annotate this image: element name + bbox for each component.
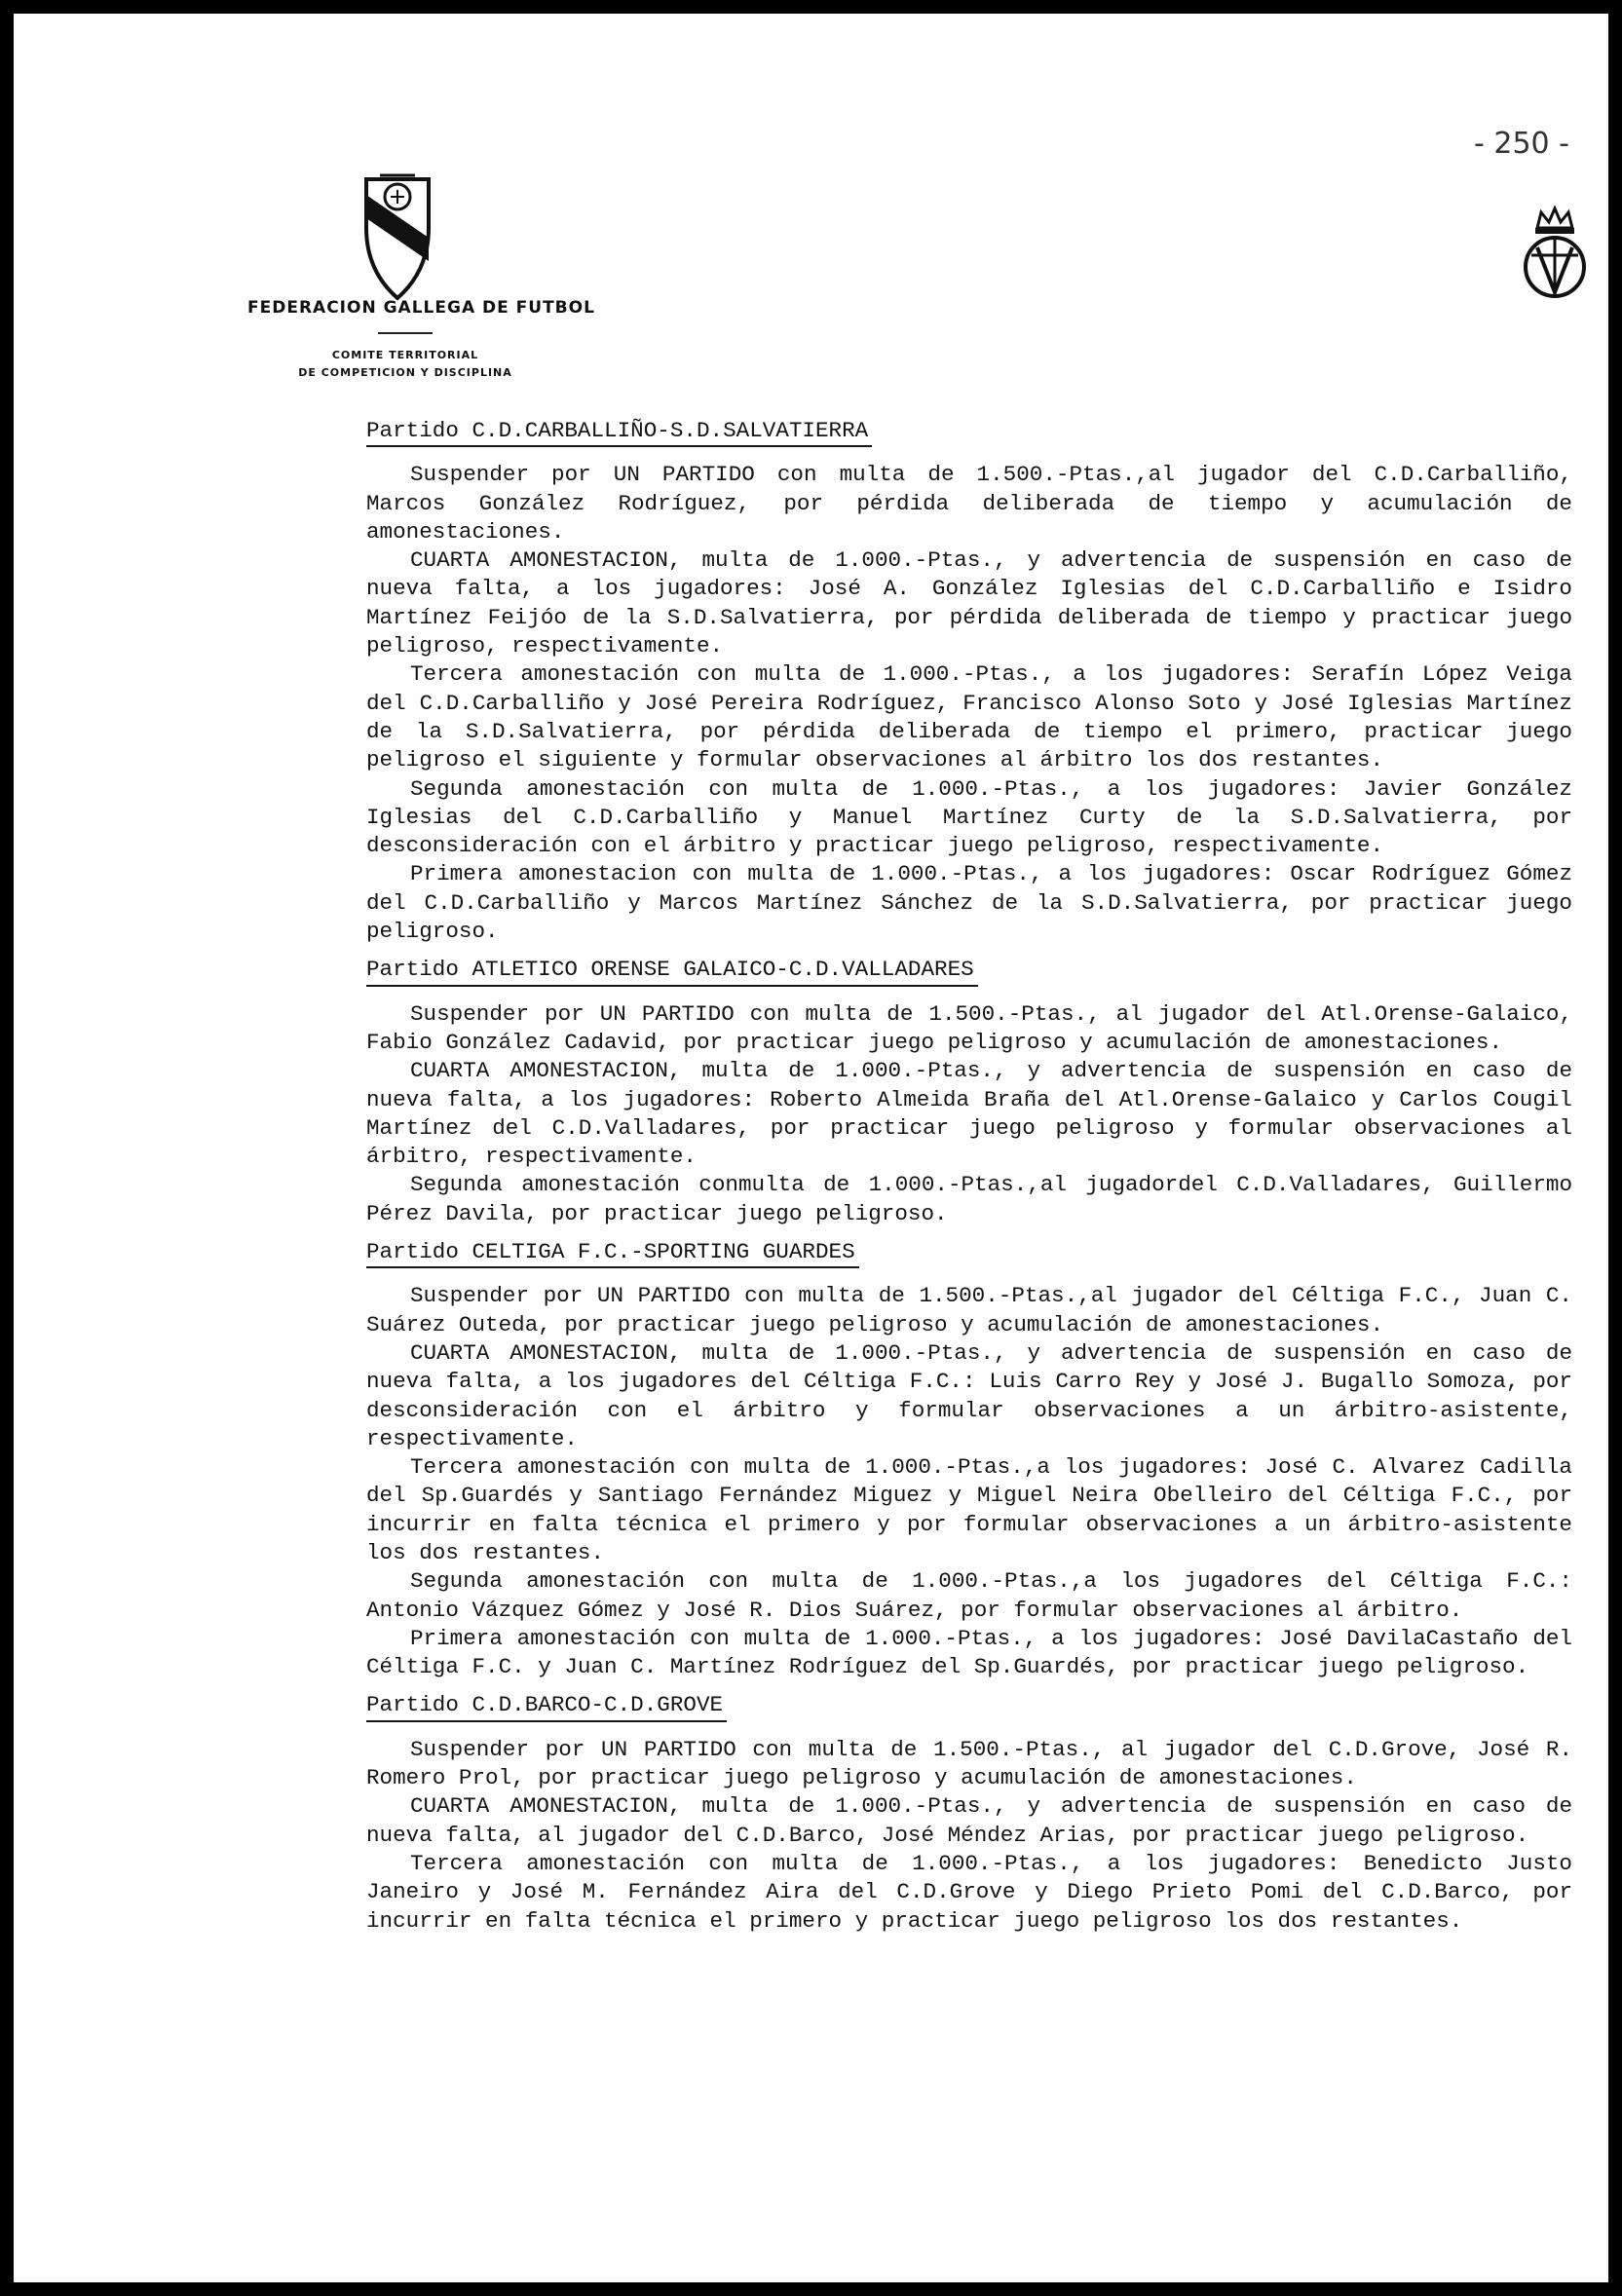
resolution-paragraph: Suspender por UN PARTIDO con multa de 1.500.-Ptas.,al jugador del Céltiga F.C., Juan C. Suárez Outeda, por practicar juego peligroso y acumulación de amonestaciones.: [366, 1283, 1572, 1337]
match-section-orense-valladares: [366, 956, 1572, 1228]
resolutions-body: [366, 417, 1572, 1945]
resolution-paragraph: Tercera amonestación con multa de 1.000.-Ptas.,a los jugadores: José C. Alvarez Cadilla del Sp.Guardés y Santiago Fernández Miguez y Miguel Neira Obelleiro del Céltiga F.C., por incurrir en falta técnica el primero y por formular observaciones a un árbitro-asistente los dos restantes.: [366, 1454, 1572, 1565]
resolution-paragraph: Primera amonestacion con multa de 1.000.-Ptas., a los jugadores: Oscar Rodríguez Gómez del C.D.Carballiño y Marcos Martínez Sánchez de la S.D.Salvatierra, por practicar juego peligroso.: [366, 861, 1572, 945]
resolution-paragraph: CUARTA AMONESTACION, multa de 1.000.-Ptas., y advertencia de suspensión en caso de nueva falta, a los jugadores del Céltiga F.C.: Luis Carro Rey y José J. Bugallo Somoza, por desconsideración con el árbitro y formular observaciones a un árbitro-asistente, respectivamente.: [366, 1339, 1572, 1451]
page-number: - 250 -: [1474, 127, 1569, 161]
committee-line-1: COMITE TERRITORIAL: [331, 349, 479, 361]
resolution-paragraph: CUARTA AMONESTACION, multa de 1.000.-Ptas., y advertencia de suspensión en caso de nueva falta, a los jugadores: Roberto Almeida Braña del Atl.Orense-Galaico y Carlos Cougil Martínez del C.D.Valladares, por practicar juego peligroso y formular observaciones al árbitro, respectivamente.: [366, 1058, 1572, 1170]
divider: [378, 332, 433, 334]
resolution-paragraph: Tercera amonestación con multa de 1.000.-Ptas., a los jugadores: Benedicto Justo Janeiro y José M. Fernández Aira del C.D.Grove y Diego Prieto Pomi del C.D.Barco, por incurrir en falta técnica el primero y practicar juego peligroso los dos restantes.: [366, 1850, 1572, 1934]
match-section-carballino-salvatierra: [366, 417, 1572, 946]
match-title: Partido CELTIGA F.C.-SPORTING GUARDES: [366, 1238, 859, 1268]
federation-name: FEDERACION GALLEGA DE FUTBOL: [247, 298, 595, 318]
resolution-paragraph: Suspender por UN PARTIDO con multa de 1.500.-Ptas., al jugador del C.D.Grove, José R. Romero Prol, por practicar juego peligroso y acumulación de amonestaciones.: [366, 1736, 1572, 1791]
resolution-paragraph: CUARTA AMONESTACION, multa de 1.000.-Ptas., y advertencia de suspensión en caso de nueva falta, al jugador del C.D.Barco, José Méndez Arias, por practicar juego peligroso.: [366, 1793, 1572, 1848]
resolution-paragraph: Segunda amonestación con multa de 1.000.-Ptas., a los jugadores: Javier González Iglesias del C.D.Carballiño y Manuel Martínez Curty de la S.D.Salvatierra, por desconsideración con el árbitro y practicar juego peligroso, respectivamente.: [366, 775, 1572, 859]
resolution-paragraph: Tercera amonestación con multa de 1.000.-Ptas., a los jugadores: Serafín López Veiga del C.D.Carballiño y José Pereira Rodríguez, Francisco Alonso Soto y José Iglesias Martínez de la S.D.Salvatierra, por pérdida deliberada de tiempo el primero, practicar juego peligroso el siguiente y formular observaciones al árbitro los dos restantes.: [366, 661, 1572, 773]
resolution-paragraph: Suspender por UN PARTIDO con multa de 1.500.-Ptas., al jugador del Atl.Orense-Galaico, Fabio González Cadavid, por practicar juego peligroso y acumulación de amonestaciones.: [366, 1000, 1572, 1055]
resolution-paragraph: Segunda amonestación con multa de 1.000.-Ptas.,a los jugadores del Céltiga F.C.: Antonio Vázquez Gómez y José R. Dios Suárez, por formular observaciones al árbitro.: [366, 1568, 1572, 1623]
committee-name: [247, 347, 563, 382]
resolution-paragraph: Segunda amonestación conmulta de 1.000.-Ptas.,al jugadordel C.D.Valladares, Guillermo Pérez Davila, por practicar juego peligroso.: [366, 1172, 1572, 1226]
match-title: Partido C.D.BARCO-C.D.GROVE: [366, 1691, 727, 1721]
royal-federation-emblem-icon: [1514, 199, 1596, 304]
match-section-celtiga-guardes: [366, 1238, 1572, 1681]
resolution-paragraph: CUARTA AMONESTACION, multa de 1.000.-Ptas., y advertencia de suspensión en caso de nueva falta, a los jugadores: José A. González Iglesias del C.D.Carballiño e Isidro Martínez Feijóo de la S.D.Salvatierra, por pérdida deliberada de tiempo y practicar juego peligroso, respectivamente.: [366, 547, 1572, 659]
match-section-barco-grove: [366, 1691, 1572, 1935]
committee-line-2: DE COMPETICION Y DISCIPLINA: [298, 366, 512, 379]
match-title: Partido ATLETICO ORENSE GALAICO-C.D.VALLADARES: [366, 956, 978, 986]
resolution-paragraph: Primera amonestación con multa de 1.000.-Ptas., a los jugadores: José DavilaCastaño del Céltiga F.C. y Juan C. Martínez Rodríguez del Sp.Guardés, por practicar juego peligroso.: [366, 1625, 1572, 1680]
document-page: [14, 14, 1608, 2282]
match-title: Partido C.D.CARBALLIÑO-S.D.SALVATIERRA: [366, 417, 872, 447]
federation-crest-icon: [360, 169, 434, 302]
resolution-paragraph: Suspender por UN PARTIDO con multa de 1.500.-Ptas.,al jugador del C.D.Carballiño, Marcos González Rodríguez, por pérdida deliberada de tiempo y acumulación de amonestaciones.: [366, 462, 1572, 545]
